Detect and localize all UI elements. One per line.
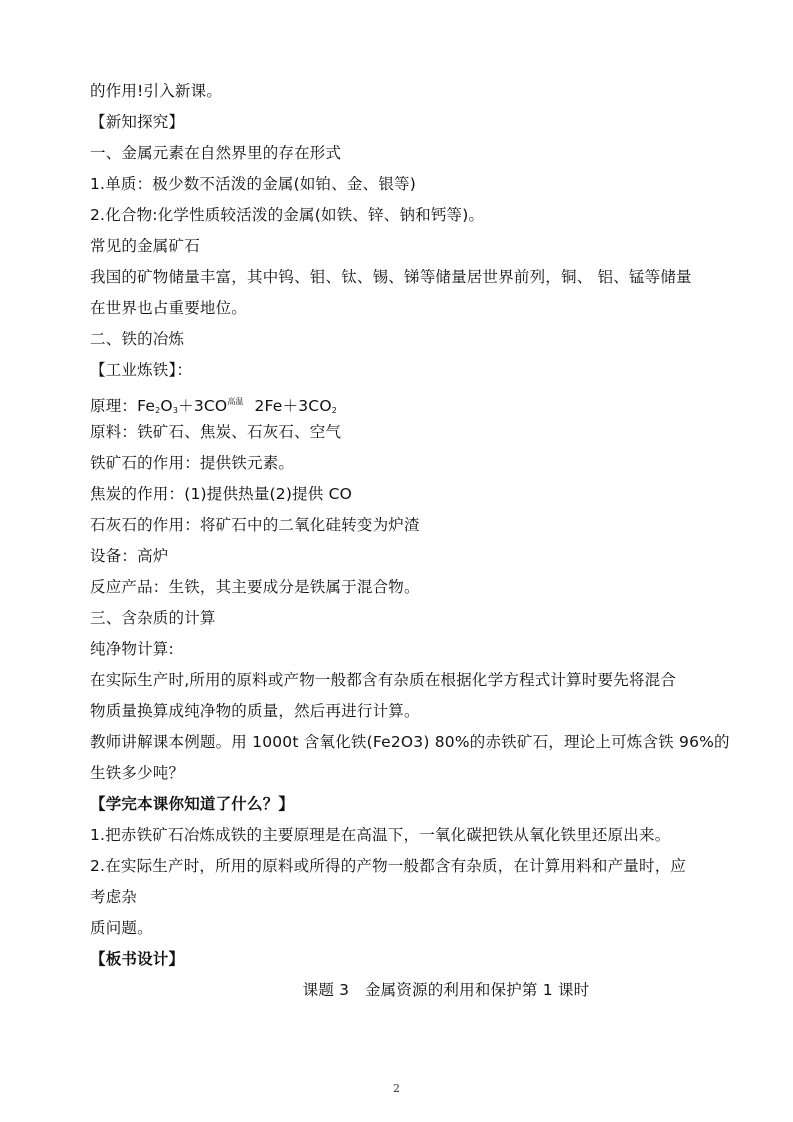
equation-reactant1: Fe xyxy=(137,397,156,415)
text-line: 石灰石的作用：将矿石中的二氧化硅转变为炉渣 xyxy=(90,516,420,534)
text-line: 1.把赤铁矿石冶炼成铁的主要原理是在高温下，一氧化碳把铁从氧化铁里还原出来。 xyxy=(90,826,671,844)
equation-subscript: 2 xyxy=(331,406,338,415)
equation-reactant1-o: O xyxy=(160,397,173,415)
page-number: 2 xyxy=(393,1082,400,1095)
equation-product2: 3CO xyxy=(298,397,332,415)
text-line: 设备：高炉 xyxy=(90,547,169,565)
text-line: 2.在实际生产时，所用的原料或所得的产物一般都含有杂质，在计算用料和产量时，应 xyxy=(90,857,687,875)
text-line: 质问题。 xyxy=(90,919,153,937)
section-heading: 【新知探究】 xyxy=(90,113,185,131)
text-line: 物质量换算成纯净物的质量，然后再进行计算。 xyxy=(90,702,420,720)
equation-product1: 2Fe xyxy=(254,397,283,415)
subsection-heading: 一、金属元素在自然界里的存在形式 xyxy=(90,144,342,162)
text-line: 常见的金属矿石 xyxy=(90,237,200,255)
text-line: 纯净物计算: xyxy=(90,640,174,658)
equation-condition: 高温 xyxy=(227,397,244,406)
text-line: 教师讲解课本例题。用 1000t 含氧化铁(Fe2O3) 80%的赤铁矿石，理论上可炼含铁 96%的 xyxy=(90,733,730,751)
text-line: 在实际生产时,所用的原料或产物一般都含有杂质在根据化学方程式计算时要先将混合 xyxy=(90,671,677,689)
text-line: 反应产品：生铁，其主要成分是铁属于混合物。 xyxy=(90,578,420,596)
board-design-title: 课题 3 金属资源的利用和保护第 1 课时 xyxy=(302,981,590,999)
chemical-equation xyxy=(90,386,710,417)
text-line: 2.化合物:化学性质较活泼的金属(如铁、锌、钠和钙等)。 xyxy=(90,206,485,224)
subsection-heading: 二、铁的冶炼 xyxy=(90,330,185,348)
text-line: 1.单质：极少数不活泼的金属(如铂、金、银等) xyxy=(90,175,416,193)
text-line: 焦炭的作用：(1)提供热量(2)提供 CO xyxy=(90,485,353,503)
subsection-heading: 三、含杂质的计算 xyxy=(90,609,216,627)
equation-plus: ＋ xyxy=(282,397,299,415)
equation-prefix: 原理： xyxy=(90,397,138,415)
section-heading: 【工业炼铁】： xyxy=(90,361,193,379)
document-body xyxy=(90,76,730,1006)
section-heading: 【板书设计】 xyxy=(90,950,185,968)
text-line: 在世界也占重要地位。 xyxy=(90,299,248,317)
text-line: 我国的矿物储量丰富，其中钨、钼、钛、锡、锑等储量居世界前列，铜、 铝、锰等储量 xyxy=(90,268,692,286)
equation-subscript: 3 xyxy=(172,406,179,415)
section-heading: 【学完本课你知道了什么？】 xyxy=(90,795,295,813)
equation-reactant2: 3CO xyxy=(193,397,228,415)
text-line: 考虑杂 xyxy=(90,888,138,906)
text-line: 生铁多少吨？ xyxy=(90,764,185,782)
equation-subscript: 2 xyxy=(155,406,161,415)
text-line: 的作用!引入新课。 xyxy=(90,82,223,100)
text-line: 原料：铁矿石、焦炭、石灰石、空气 xyxy=(90,423,342,441)
text-line: 铁矿石的作用：提供铁元素。 xyxy=(90,454,295,472)
equation-plus: ＋ xyxy=(178,397,194,415)
